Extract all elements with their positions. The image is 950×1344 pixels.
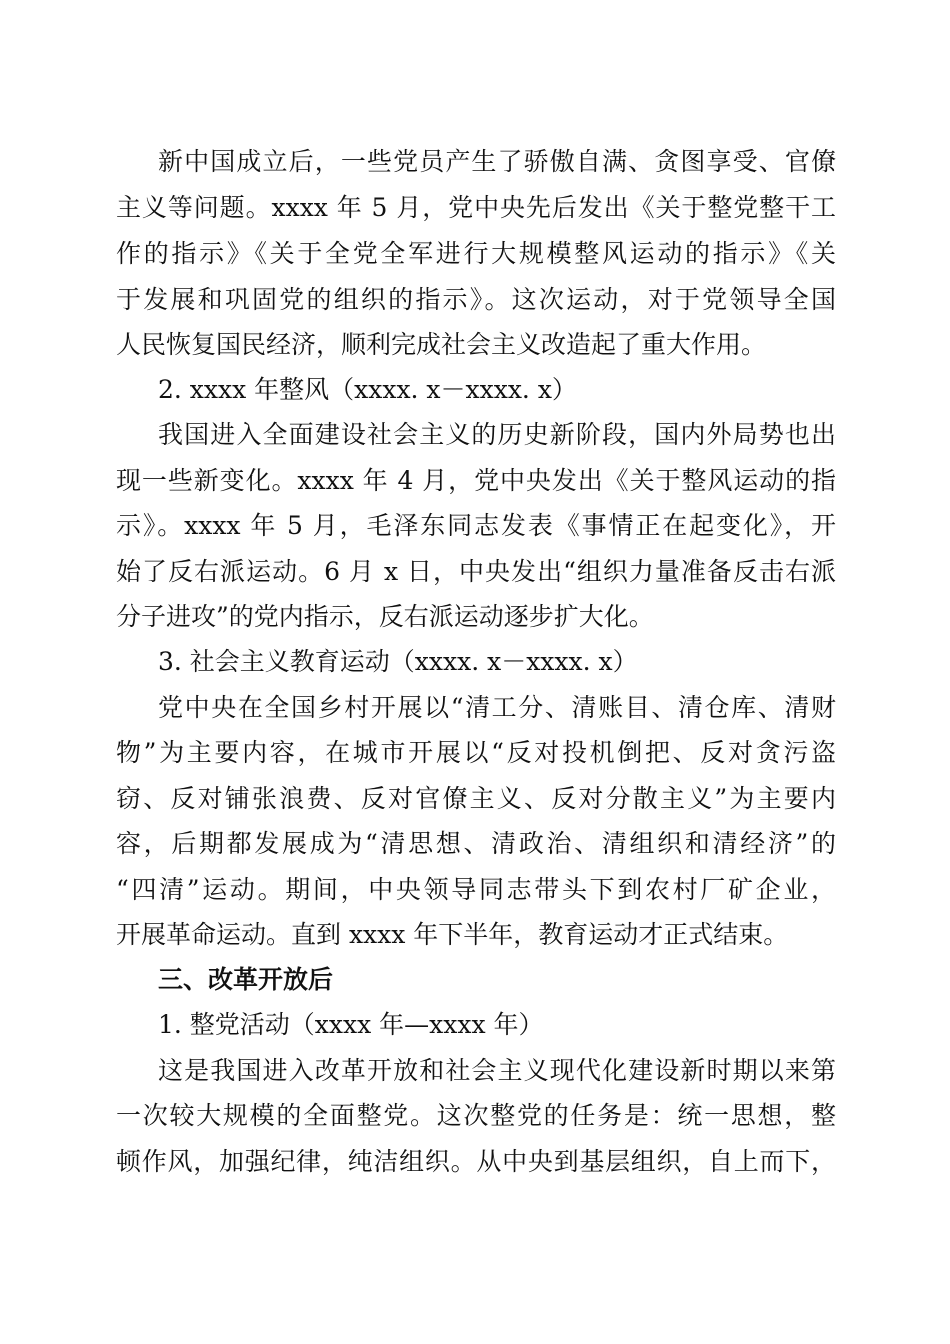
paragraph-line: 物”为主要内容，在城市开展以“反对投机倒把、反对贪污盗 <box>116 738 836 767</box>
paragraph-line: 我国进入全面建设社会主义的历史新阶段，国内外局势也出 <box>158 420 836 449</box>
paragraph-line: 窃、反对铺张浪费、反对官僚主义、反对分散主义”为主要内 <box>116 784 836 813</box>
paragraph-line: 容，后期都发展成为“清思想、清政治、清组织和清经济”的 <box>116 829 836 858</box>
paragraph-line: 新中国成立后，一些党员产生了骄傲自满、贪图享受、官僚 <box>158 147 836 176</box>
paragraph-line: 一次较大规模的全面整党。这次整党的任务是：统一思想，整 <box>116 1101 836 1130</box>
paragraph-line: 示》。xxxx 年 5 月，毛泽东同志发表《事情正在起变化》，开 <box>116 511 836 540</box>
paragraph-line: 开展革命运动。直到 xxxx 年下半年，教育运动才正式结束。 <box>116 920 789 949</box>
paragraph-line: 现一些新变化。xxxx 年 4 月，党中央发出《关于整风运动的指 <box>116 466 836 495</box>
paragraph-line: “四清”运动。期间，中央领导同志带头下到农村厂矿企业， <box>116 875 836 904</box>
section-heading: 三、改革开放后 <box>158 965 334 994</box>
section-subheading: 2. xxxx 年整风（xxxx. x－xxxx. x） <box>158 375 577 404</box>
paragraph-line: 作的指示》《关于全党全军进行大规模整风运动的指示》《关 <box>116 239 836 268</box>
paragraph-line: 顿作风，加强纪律，纯洁组织。从中央到基层组织，自上而下， <box>116 1147 836 1176</box>
paragraph-line: 这是我国进入改革开放和社会主义现代化建设新时期以来第 <box>158 1056 836 1085</box>
paragraph-line: 党中央在全国乡村开展以“清工分、清账目、清仓库、清财 <box>158 693 836 722</box>
paragraph-line: 主义等问题。xxxx 年 5 月，党中央先后发出《关于整党整干工 <box>116 193 836 222</box>
paragraph-line: 人民恢复国民经济，顺利完成社会主义改造起了重大作用。 <box>116 330 767 359</box>
paragraph-line: 始了反右派运动。6 月 x 日，中央发出“组织力量准备反击右派 <box>116 557 836 586</box>
section-subheading: 3. 社会主义教育运动（xxxx. x－xxxx. x） <box>158 647 638 676</box>
section-subheading: 1. 整党活动（xxxx 年—xxxx 年） <box>158 1010 544 1039</box>
paragraph-line: 分子进攻”的党内指示，反右派运动逐步扩大化。 <box>116 602 654 631</box>
paragraph-line: 于发展和巩固党的组织的指示》。这次运动，对于党领导全国 <box>116 285 836 314</box>
